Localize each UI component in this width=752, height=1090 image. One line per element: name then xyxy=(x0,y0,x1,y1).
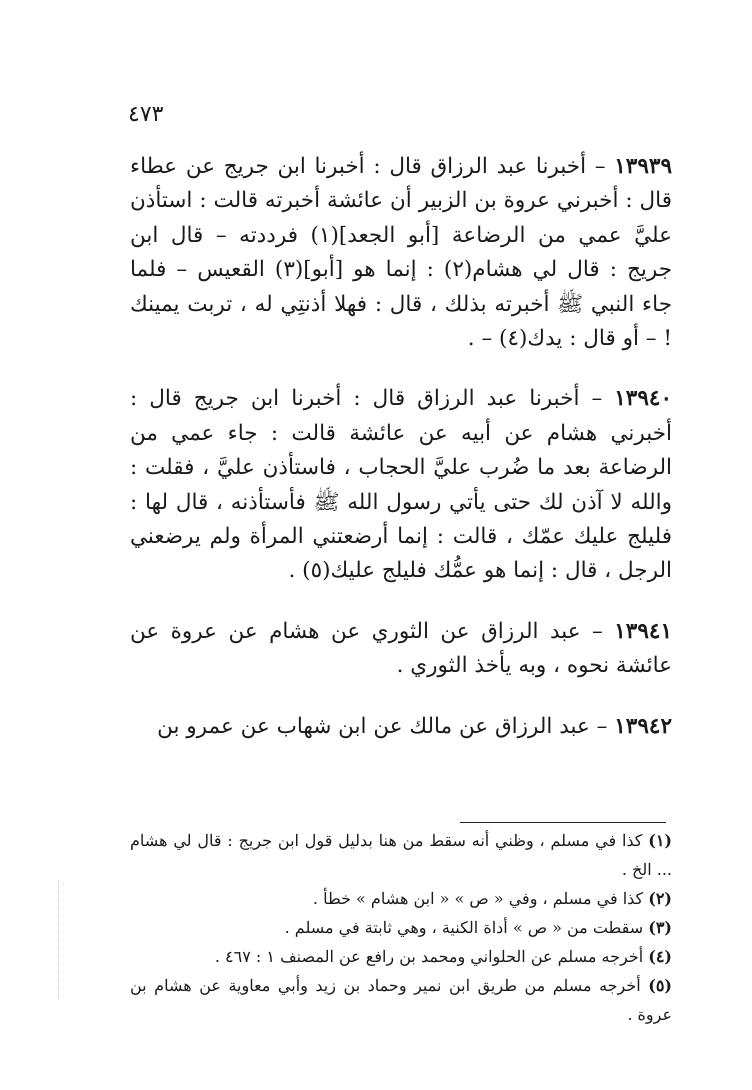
main-text xyxy=(130,150,672,744)
hadith-number: ١٣٩٣٩ xyxy=(614,154,672,179)
hadith-number: ١٣٩٤٠ xyxy=(614,386,672,412)
footnote-text: كذا في مسلم ، وفي « ص » « ابن هشام » خطأ . xyxy=(312,889,649,908)
footnotes xyxy=(130,826,672,1029)
footnote-number: (٤) xyxy=(648,947,672,966)
hadith-text: – عبد الرزاق عن الثوري عن هشام عن عروة عن عائشة نحوه ، وبه يأخذ الثوري . xyxy=(130,618,672,679)
footnote-text: أخرجه مسلم من طريق ابن نمير وحماد بن زيد وأبي معاوية عن هشام بن عروة . xyxy=(130,976,672,1024)
hadith-13940 xyxy=(130,382,672,588)
footnote-2 xyxy=(130,884,672,913)
footnote-5 xyxy=(130,971,672,1029)
footnote-number: (١) xyxy=(648,831,672,850)
hadith-text: – أخبرنا عبد الرزاق قال : أخبرنا ابن جريج قال : أخبرني هشام عن أبيه عن عائشة قالت : جاء عمي من الرضاعة بعد ما ضُرب عليَّ الحجاب ، فاستأذن عليَّ ، فقلت : والله لا آذن لك حتى يأتي رسول الله ﷺ فأستأذنه ، قال لها : فليلج عليك عمّك ، قالت : إنما أرضعتني المرأة ولم يرضعني الرجل ، قال : إنما هو عمُّك فليلج عليك(٥) . xyxy=(130,386,672,584)
hadith-text: – عبد الرزاق عن مالك عن ابن شهاب عن عمرو بن xyxy=(157,713,615,739)
hadith-number: ١٣٩٤١ xyxy=(614,618,672,644)
footnote-text: كذا في مسلم ، وظني أنه سقط من هنا بدليل قول ابن جريج : قال لي هشام ... الخ . xyxy=(130,831,672,879)
page-number: ٤٧٣ xyxy=(128,102,164,127)
hadith-13941 xyxy=(130,615,672,684)
footnote-text: أخرجه مسلم عن الحلواني ومحمد بن رافع عن المصنف ١ : ٤٦٧ . xyxy=(214,947,649,966)
scan-margin-mark xyxy=(58,880,60,1000)
footnote-4 xyxy=(130,942,672,971)
hadith-number: ١٣٩٤٢ xyxy=(614,713,672,739)
hadith-13942 xyxy=(130,710,672,744)
footnote-3 xyxy=(130,913,672,942)
footnote-1 xyxy=(130,826,672,884)
hadith-text: – أخبرنا عبد الرزاق قال : أخبرنا ابن جريج عن عطاء قال : أخبرني عروة بن الزبير أن عائشة أخبرته قالت : استأذن عليَّ عمي من الرضاعة [أبو الجعد](١) فرددته – قال ابن جريج : قال لي هشام(٢) : إنما هو [أبو](٣) القعيس – فلما جاء النبي ﷺ أخبرته بذلك ، قال : فهلا أذنتِي له ، تربت يمينك ! – أو قال : يدك(٤) – . xyxy=(130,154,672,352)
footnote-text: سقطت من « ص » أداة الكنية ، وهي ثابتة في مسلم . xyxy=(284,918,649,937)
footnote-number: (٥) xyxy=(648,976,672,995)
footnote-number: (٢) xyxy=(648,889,672,908)
footnote-separator xyxy=(460,822,666,823)
hadith-13939 xyxy=(130,150,672,356)
footnote-number: (٣) xyxy=(648,918,672,937)
